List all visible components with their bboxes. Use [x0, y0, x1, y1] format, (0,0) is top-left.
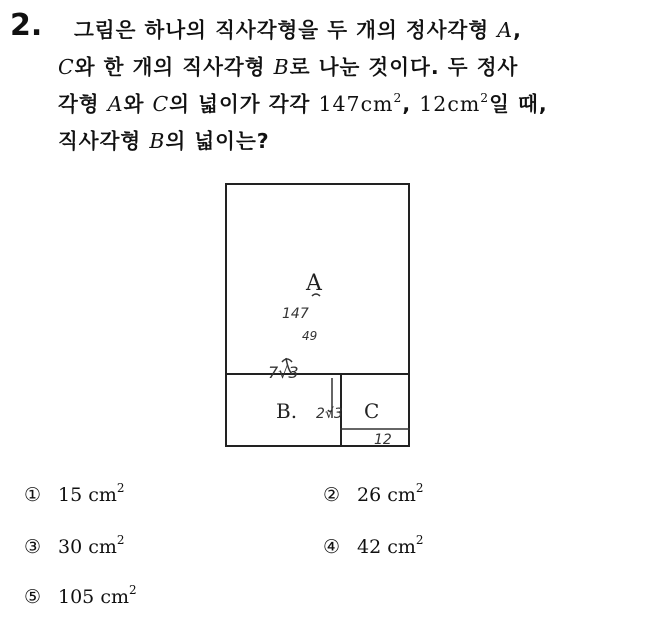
choice-unit: cm — [387, 536, 416, 558]
exponent: 2 — [393, 90, 403, 105]
handwritten-7-sqrt-3: 7√3 — [268, 363, 299, 382]
label-a: A — [306, 271, 322, 296]
var-b: B — [149, 129, 166, 153]
choice-value: 105 — [58, 586, 95, 608]
exponent: 2 — [116, 533, 125, 547]
handwritten-147: 147 — [282, 306, 309, 322]
stem-text: 일 때, — [489, 92, 548, 116]
stem-line-1 — [58, 12, 648, 49]
var-a: A — [497, 18, 514, 42]
var-c: C — [152, 92, 170, 116]
choice-unit: cm — [88, 484, 117, 506]
stem-text: 각형 — [58, 92, 108, 116]
exponent: 2 — [415, 533, 424, 547]
handwritten-49: 49 — [302, 329, 318, 343]
choice-marker: ② — [323, 484, 341, 506]
choice-1[interactable] — [24, 481, 125, 506]
stem-text: 그림은 하나의 직사각형을 두 개의 정사각형 — [74, 18, 498, 42]
choice-value: 15 — [58, 484, 83, 506]
area-a-value: 147 — [318, 92, 361, 116]
unit: cm — [360, 92, 394, 116]
choice-4[interactable] — [323, 533, 424, 558]
choice-marker: ① — [24, 484, 42, 506]
exponent: 2 — [415, 481, 424, 495]
label-b: B. — [276, 399, 298, 423]
stem-text: 로 나눈 것이다. 두 정사 — [289, 55, 519, 79]
stem-text: 와 — [123, 92, 153, 116]
choice-2[interactable] — [323, 481, 424, 506]
stem-line-3 — [58, 86, 648, 123]
stem-line-4 — [58, 123, 648, 160]
unit: cm — [447, 92, 481, 116]
var-a: A — [107, 92, 124, 116]
choice-marker: ③ — [24, 536, 42, 558]
stem-text: 의 넓이는? — [165, 129, 270, 153]
stem-text: 와 한 개의 직사각형 — [74, 55, 274, 79]
question-number: 2. — [10, 8, 43, 43]
stem-line-2 — [58, 49, 648, 86]
choice-value: 26 — [357, 484, 382, 506]
exponent: 2 — [116, 481, 125, 495]
exponent: 2 — [128, 583, 137, 597]
stem-text: , — [402, 92, 420, 116]
area-c-value: 12 — [419, 92, 448, 116]
label-c: C — [364, 399, 380, 423]
choice-marker: ⑤ — [24, 586, 42, 608]
choice-unit: cm — [100, 586, 129, 608]
var-c: C — [58, 55, 75, 79]
choice-3[interactable] — [24, 533, 125, 558]
question-stem — [58, 12, 648, 160]
exponent: 2 — [480, 90, 490, 105]
rectangle-figure — [220, 178, 420, 453]
choice-marker: ④ — [323, 536, 341, 558]
choice-unit: cm — [88, 536, 117, 558]
choice-value: 30 — [58, 536, 83, 558]
stem-text: 의 넓이가 각각 — [169, 92, 319, 116]
handwritten-2-sqrt-3: 2√3 — [316, 406, 343, 422]
handwritten-12: 12 — [374, 432, 392, 448]
choice-5[interactable] — [24, 583, 137, 608]
choice-unit: cm — [387, 484, 416, 506]
stem-text: 직사각형 — [58, 129, 150, 153]
choice-value: 42 — [357, 536, 382, 558]
stem-text: , — [513, 18, 522, 42]
var-b: B — [273, 55, 290, 79]
